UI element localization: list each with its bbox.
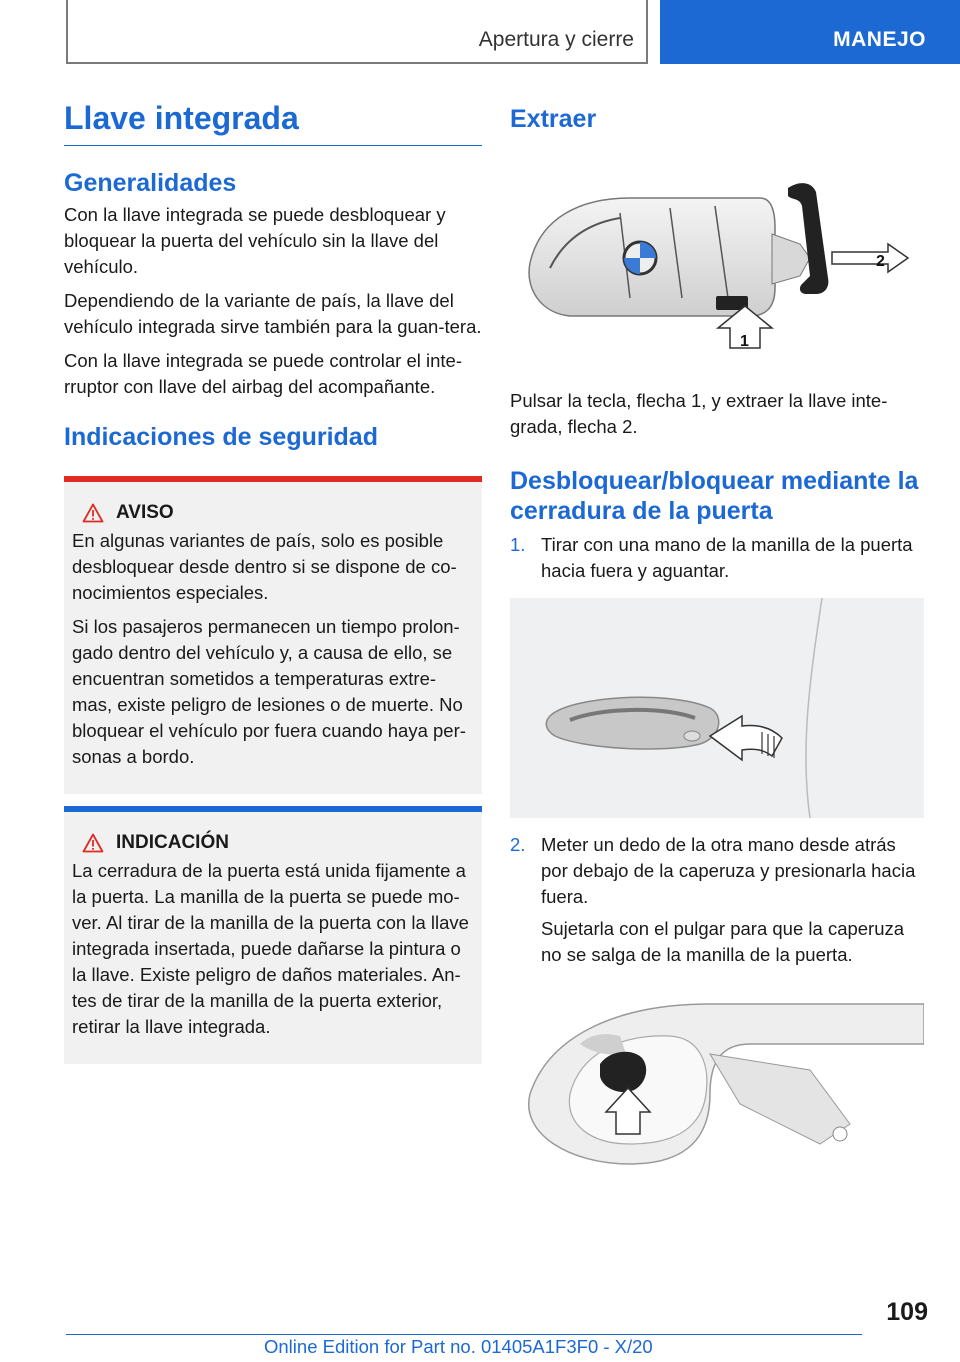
warning-label: AVISO [116,502,174,523]
warning-title [82,502,474,524]
figure-cap-removal [510,984,924,1174]
note-paragraph-1: La cerradura de la puerta está unida fijamente a la puerta. La manilla de la puerta se puede mo-ver. Al tirar de la manilla de la puerta con la llave integrada insertada, puede dañarse la pintura o la llave. Existe peligro de daños materiales. An-tes de tirar de la manilla de la puerta exterior, retirar la llave integrada. [72,860,469,1037]
door-handle-illustration [510,598,924,818]
warning-paragraph-1: En algunas variantes de país, solo es posible desbloquear desde dentro si se dispone de co-nocimientos especiales. [72,530,457,603]
note-label: INDICACIÓN [116,832,229,853]
heading-safety: Indicaciones de seguridad [64,423,378,451]
right-column [510,100,924,1174]
page-title: Llave integrada [64,100,482,146]
unlock-steps-list-b [510,832,924,910]
warning-paragraph-2: Si los pasajeros permanecen un tiempo prolon-gado dentro del vehículo y, a causa de ello, se encuentran sometidos a temperaturas extre-mas, existe peligro de lesiones o de muerte. No bloquear el vehículo por fuera cuando haya per-sonas a bordo. [72,616,466,767]
header-section-box [66,0,648,64]
heading-extraer: Extraer [510,105,597,133]
step-number: 1. [510,534,526,555]
figure-label-2: 2 [876,253,885,270]
warning-triangle-icon [82,833,104,853]
note-title [82,832,474,854]
step-number: 2. [510,834,526,855]
step-text: Meter un dedo de la otra mano desde atrás por debajo de la caperuza y presionarla hacia fuera. [541,834,916,907]
general-paragraph-1: Con la llave integrada se puede desbloquear y bloquear la puerta del vehículo sin la llave del vehículo. [64,204,446,277]
general-paragraph-3: Con la llave integrada se puede controlar el inte-rruptor con llave del airbag del acompañante. [64,350,462,397]
figure-key-extraction [510,148,924,358]
note-box [64,806,482,1064]
header-chapter-tab[interactable] [660,0,960,64]
footer-edition[interactable]: Online Edition for Part no. 01405A1F3F0 - X/20 [264,1336,653,1357]
header-chapter-label: MANEJO [833,28,926,51]
figure-label-1: 1 [740,333,749,350]
left-column [64,100,482,1064]
warning-box [64,476,482,794]
unlock-steps-list-a [510,532,924,584]
header-section-title: Apertura y cierre [478,28,634,51]
general-paragraph-2: Dependiendo de la variante de país, la llave del vehículo integrada sirve también para la guan-tera. [64,290,482,337]
step-1 [510,532,924,584]
heading-generalidades: Generalidades [64,169,237,197]
footer-divider [66,1334,862,1335]
heading-unlock-lock: Desbloquear/bloquear mediante la cerradura de la puerta [510,467,919,525]
extract-paragraph: Pulsar la tecla, flecha 1, y extraer la llave inte-grada, flecha 2. [510,390,888,437]
step-2 [510,832,924,910]
figure-door-handle [510,598,924,818]
step-text: Tirar con una mano de la manilla de la puerta hacia fuera y aguantar. [541,534,913,581]
step-2-extra: Sujetarla con el pulgar para que la caperuza no se salga de la manilla de la puerta. [541,918,905,965]
page-number: 109 [886,1298,928,1326]
warning-triangle-icon [82,503,104,523]
cap-removal-illustration [510,984,924,1174]
key-extraction-illustration [510,148,924,358]
